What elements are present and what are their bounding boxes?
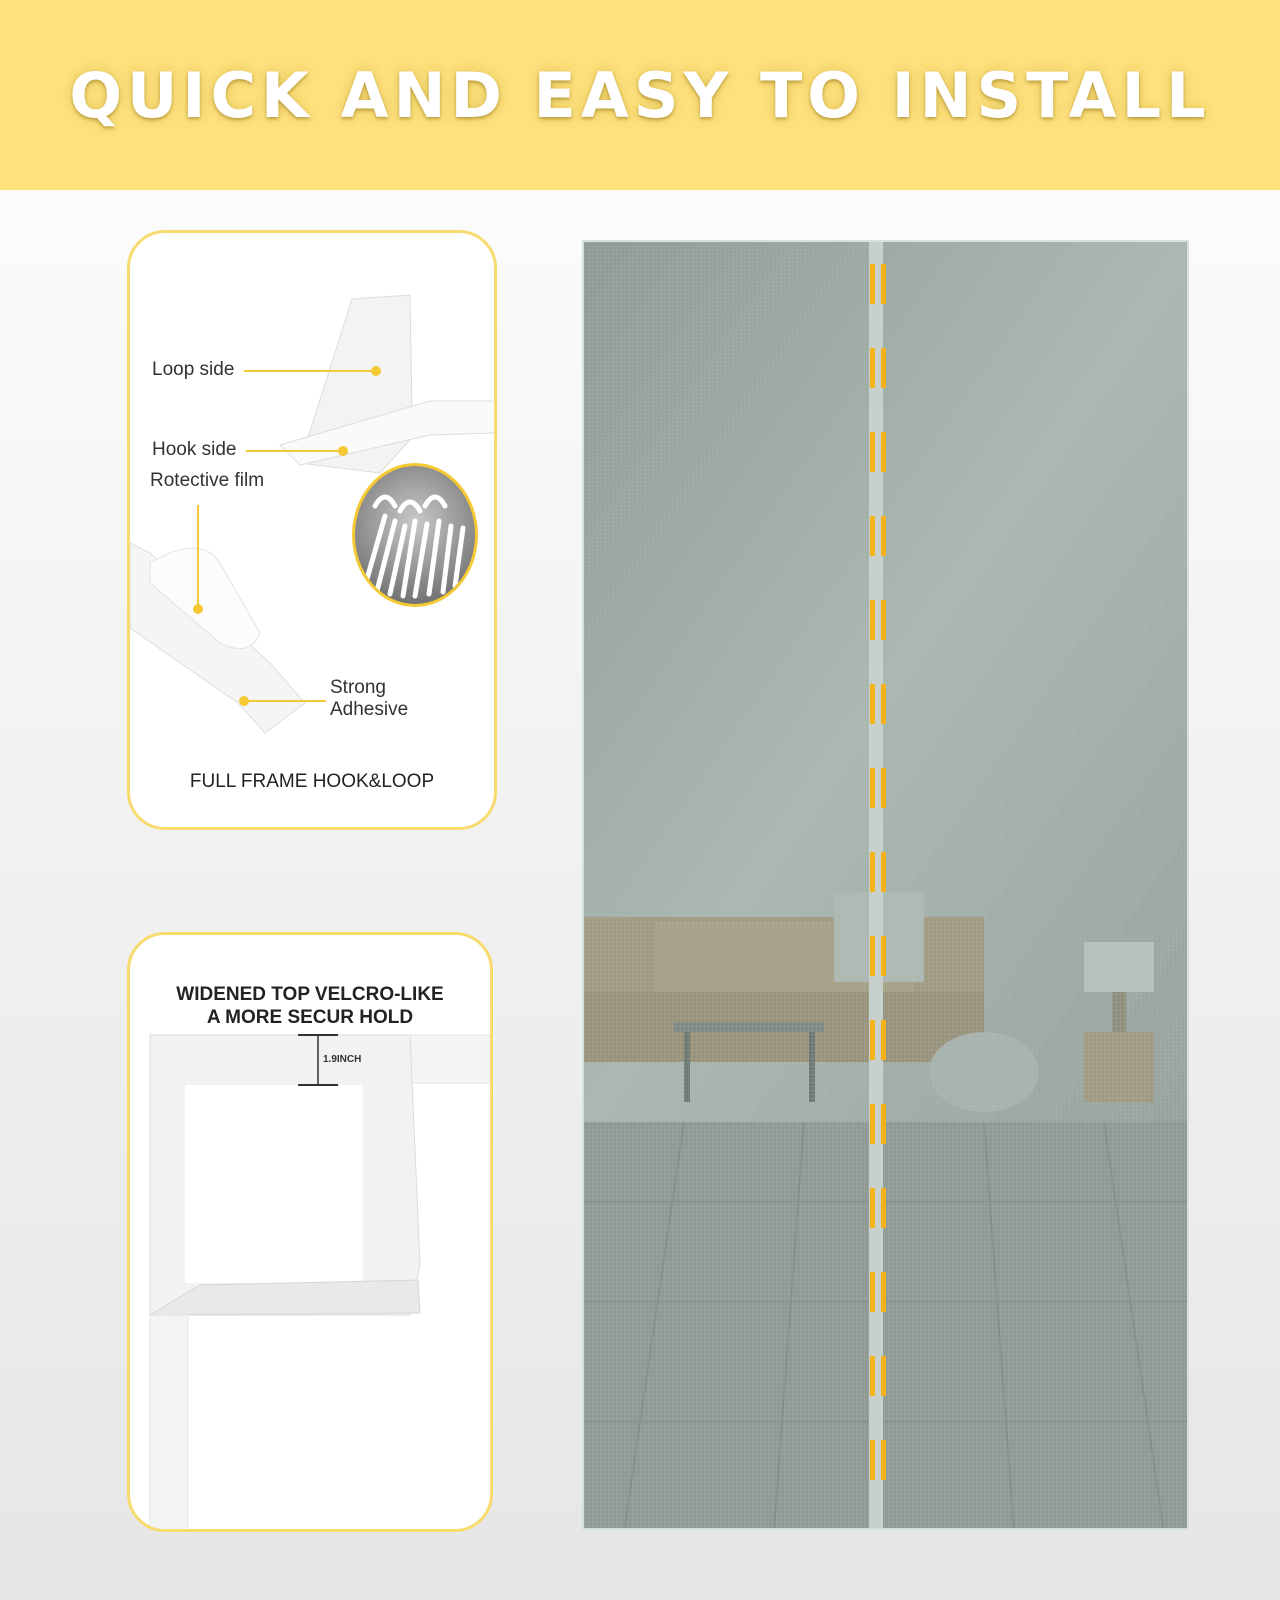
loop-side-dot (371, 366, 381, 376)
strong-text: Strong (330, 677, 386, 698)
magnet-segment (870, 264, 875, 304)
magnet-segment (870, 1440, 875, 1480)
magnet-segment (870, 684, 875, 724)
hook-side-label: Hook side (152, 439, 237, 460)
hook-loop-closeup-icon (352, 463, 478, 607)
magnet-segment (870, 1020, 875, 1060)
protective-film-leader (197, 505, 199, 607)
loop-side-label: Loop side (152, 359, 235, 380)
card1-caption: FULL FRAME HOOK&LOOP (189, 771, 435, 792)
magnet-segment (870, 432, 875, 472)
magnet-segment (870, 516, 875, 556)
magnet-segment (870, 348, 875, 388)
hook-side-dot (338, 446, 348, 456)
hook-side-leader (246, 450, 342, 452)
card2-title-line1: WIDENED TOP VELCRO-LIKE (176, 984, 444, 1005)
strong-adhesive-label (330, 677, 408, 721)
widened-top-card (127, 932, 493, 1532)
adhesive-text: Adhesive (330, 699, 409, 720)
magnetic-screen-door (582, 240, 1189, 1530)
card2-title-line2: A MORE SECUR HOLD (206, 1007, 414, 1028)
loop-side-leader (244, 370, 374, 372)
measurement-label: 1.9INCH (323, 1054, 362, 1065)
header-banner (0, 0, 1280, 190)
magnet-segment (870, 1272, 875, 1312)
protective-film-label: Rotective film (150, 470, 265, 491)
magnet-segment (870, 600, 875, 640)
magnet-segment (870, 852, 875, 892)
protective-film-dot (193, 604, 203, 614)
magnet-segment (870, 1188, 875, 1228)
magnet-segment (870, 768, 875, 808)
adhesive-leader (246, 700, 326, 702)
magnet-segment (870, 936, 875, 976)
magnet-strip (870, 264, 900, 1524)
hook-loop-card (127, 230, 497, 830)
magnet-segment (870, 1104, 875, 1144)
magnet-segment (870, 1356, 875, 1396)
velcro-frame-illustration (130, 935, 493, 1532)
banner-title: QUICK AND EASY TO INSTALL (69, 58, 1211, 132)
